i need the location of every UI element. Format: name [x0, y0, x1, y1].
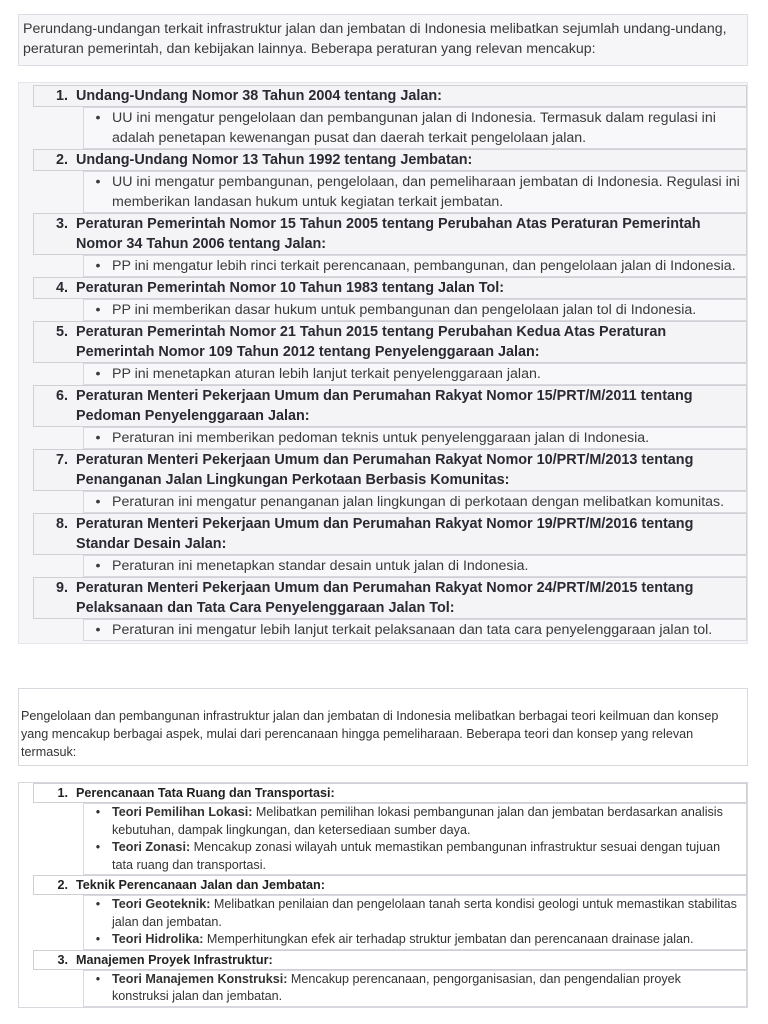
bullet-description: Mencakup zonasi wilayah untuk memastikan pembangunan infrastruktur sesuai dengan tujuan tata ruang dan transportasi. — [112, 840, 721, 872]
theory-title: Teknik Perencanaan Jalan dan Jembatan: — [76, 878, 325, 892]
regulation-title: Undang-Undang Nomor 38 Tahun 2004 tentang Jalan: — [76, 88, 442, 104]
regulation-item — [19, 385, 747, 449]
regulation-title: Peraturan Pemerintah Nomor 21 Tahun 2015 tentang Perubahan Kedua Atas Peraturan Pemerintah Nomor 109 Tahun 2012 tentang Penyelenggaraan Jalan: — [76, 324, 667, 360]
bullet-text — [112, 971, 746, 1006]
regulation-item — [19, 321, 747, 385]
regulation-heading — [33, 449, 747, 491]
theory-title: Manajemen Proyek Infrastruktur: — [76, 952, 273, 967]
bullet-item — [84, 931, 746, 949]
theory-heading — [33, 875, 747, 895]
regulation-title: Peraturan Menteri Pekerjaan Umum dan Perumahan Rakyat Nomor 10/PRT/M/2013 tentang Penanganan Jalan Lingkungan Perkotaan Berbasis Komunitas: — [76, 452, 694, 488]
regulation-heading — [33, 577, 747, 619]
bullet-item — [84, 108, 746, 148]
bullet-item — [84, 492, 746, 512]
item-number: 4. — [55, 280, 68, 296]
bullet-text — [112, 931, 746, 949]
bullet-description: Melibatkan penilaian dan pengelolaan tanah serta kondisi geologi untuk memastikan stabilitas jalan dan jembatan. — [112, 897, 737, 929]
regulation-bullets — [83, 299, 747, 321]
bullet-dot-icon: • — [95, 622, 101, 638]
bullet-item — [84, 971, 746, 1006]
bullet-dot-icon: • — [95, 805, 101, 819]
bullet-item — [84, 428, 746, 448]
regulation-bullets — [83, 619, 747, 641]
theory-bullets — [83, 895, 747, 950]
theory-bullets — [83, 970, 747, 1007]
item-number: 9. — [55, 580, 68, 596]
bullet-item — [84, 172, 746, 212]
item-number: 3. — [55, 216, 68, 232]
bullet-text: PP ini memberikan dasar hukum untuk pembangunan dan pengelolaan jalan tol di Indonesia. — [112, 302, 697, 318]
regulation-title: Peraturan Menteri Pekerjaan Umum dan Perumahan Rakyat Nomor 19/PRT/M/2016 tentang Standar Desain Jalan: — [76, 516, 694, 552]
bullet-text: UU ini mengatur pengelolaan dan pembangunan jalan di Indonesia. Termasuk dalam regulasi ini adalah penetapan kewenangan pusat dan daerah terkait pengelolaan jalan. — [112, 110, 716, 146]
regulation-heading — [33, 85, 747, 107]
bullet-item — [84, 364, 746, 384]
bullet-text: Peraturan ini mengatur penanganan jalan lingkungan di perkotaan dengan melibatkan komunitas. — [112, 494, 725, 510]
bullet-text — [112, 839, 746, 874]
theory-heading — [33, 950, 747, 970]
bullet-item — [84, 896, 746, 931]
item-number: 8. — [55, 516, 68, 532]
regulation-bullets — [83, 427, 747, 449]
regulation-heading — [33, 213, 747, 255]
bullet-text: Peraturan ini mengatur lebih lanjut terkait pelaksanaan dan tata cara penyelenggaraan jalan tol. — [112, 622, 713, 638]
bullet-description: Melibatkan pemilihan lokasi pembangunan jalan dan jembatan berdasarkan analisis kebutuhan, dampak lingkungan, dan ketersediaan sumber daya. — [112, 805, 723, 837]
bullet-dot-icon: • — [95, 932, 101, 946]
regulation-heading — [33, 277, 747, 299]
bullet-item — [84, 256, 746, 276]
bullet-text — [112, 804, 746, 839]
bullet-dot-icon: • — [95, 430, 101, 446]
regulation-item — [19, 149, 747, 213]
bullet-dot-icon: • — [95, 174, 101, 190]
bullet-term: Teori Hidrolika: — [112, 932, 204, 946]
regulation-bullets — [83, 363, 747, 385]
bullet-text: PP ini menetapkan aturan lebih lanjut terkait penyelenggaraan jalan. — [112, 366, 541, 382]
item-number: 6. — [55, 388, 68, 404]
item-number: 1. — [57, 786, 68, 800]
regulations-list — [18, 82, 748, 644]
bullet-dot-icon: • — [95, 840, 101, 854]
regulation-item — [19, 277, 747, 321]
regulation-bullets — [83, 255, 747, 277]
bullet-item — [84, 300, 746, 320]
bullet-dot-icon: • — [95, 366, 101, 382]
item-number: 7. — [55, 452, 68, 468]
item-number: 1. — [55, 88, 68, 104]
bullet-term: Teori Geoteknik: — [112, 897, 211, 911]
regulation-item — [19, 577, 747, 641]
regulation-heading — [33, 149, 747, 171]
regulation-title: Undang-Undang Nomor 13 Tahun 1992 tentang Jembatan: — [76, 152, 473, 168]
bullet-dot-icon: • — [95, 558, 101, 574]
item-number: 2. — [57, 878, 68, 892]
bullet-description: Mencakup perencanaan, pengorganisasian, dan pengendalian proyek konstruksi jalan dan jembatan. — [112, 971, 681, 1003]
regulation-item — [19, 449, 747, 513]
regulation-bullets — [83, 171, 747, 213]
bullet-description: Memperhitungkan efek air terhadap struktur jembatan dan perencanaan drainase jalan. — [203, 932, 694, 946]
bullet-text: Peraturan ini menetapkan standar desain untuk jalan di Indonesia. — [112, 558, 529, 574]
item-number: 3. — [57, 952, 68, 967]
bullet-text: PP ini mengatur lebih rinci terkait perencanaan, pembangunan, dan pengelolaan jalan di Indonesia. — [112, 258, 736, 274]
regulations-section — [18, 14, 748, 644]
regulation-title: Peraturan Menteri Pekerjaan Umum dan Perumahan Rakyat Nomor 24/PRT/M/2015 tentang Pelaksanaan dan Tata Cara Penyelenggaraan Jalan Tol: — [76, 580, 694, 616]
bullet-text — [112, 896, 746, 931]
bullet-term: Teori Pemilihan Lokasi: — [112, 805, 253, 819]
item-number: 2. — [55, 152, 68, 168]
regulation-heading — [33, 321, 747, 363]
bullet-item — [84, 839, 746, 874]
regulation-title: Peraturan Pemerintah Nomor 15 Tahun 2005 tentang Perubahan Atas Peraturan Pemerintah Nomor 34 Tahun 2006 tentang Jalan: — [76, 216, 701, 252]
theory-bullets — [83, 803, 747, 875]
regulation-heading — [33, 513, 747, 555]
bullet-dot-icon: • — [95, 110, 101, 126]
bullet-term: Teori Zonasi: — [112, 840, 191, 854]
regulation-item — [19, 513, 747, 577]
bullet-dot-icon: • — [95, 494, 101, 510]
item-number: 5. — [55, 324, 68, 340]
bullet-dot-icon: • — [95, 897, 101, 911]
bullet-item — [84, 620, 746, 640]
regulation-bullets — [83, 491, 747, 513]
regulation-title: Peraturan Menteri Pekerjaan Umum dan Perumahan Rakyat Nomor 15/PRT/M/2011 tentang Pedoman Penyelenggaraan Jalan: — [76, 388, 693, 424]
bullet-text: UU ini mengatur pembangunan, pengelolaan, dan pemeliharaan jembatan di Indonesia. Regulasi ini memberikan landasan hukum untuk kegiatan terkait jembatan. — [112, 174, 740, 210]
regulation-bullets — [83, 555, 747, 577]
bullet-dot-icon: • — [95, 971, 101, 986]
theory-heading — [33, 783, 747, 803]
regulation-item — [19, 213, 747, 277]
regulation-item — [19, 85, 747, 149]
regulations-intro: Perundang-undangan terkait infrastruktur jalan dan jembatan di Indonesia melibatkan sejumlah undang-undang, peraturan pemerintah, dan kebijakan lainnya. Beberapa peraturan yang relevan mencakup: — [18, 14, 748, 66]
theories-list — [18, 782, 748, 1008]
bullet-text: Peraturan ini memberikan pedoman teknis untuk penyelenggaraan jalan di Indonesia. — [112, 430, 650, 446]
bullet-item — [84, 804, 746, 839]
bullet-dot-icon: • — [95, 302, 101, 318]
bullet-term: Teori Manajemen Konstruksi: — [112, 971, 288, 986]
bullet-dot-icon: • — [95, 258, 101, 274]
theories-section — [18, 688, 748, 1008]
bullet-item — [84, 556, 746, 576]
regulation-bullets — [83, 107, 747, 149]
regulation-heading — [33, 385, 747, 427]
theories-intro: Pengelolaan dan pembangunan infrastruktur jalan dan jembatan di Indonesia melibatkan berbagai teori keilmuan dan konsep yang mencakup berbagai aspek, mulai dari perencanaan hingga pemeliharaan. Beberapa teori dan konsep yang relevan termasuk: — [18, 688, 748, 766]
theory-title: Perencanaan Tata Ruang dan Transportasi: — [76, 786, 335, 800]
regulation-title: Peraturan Pemerintah Nomor 10 Tahun 1983 tentang Jalan Tol: — [76, 280, 505, 296]
